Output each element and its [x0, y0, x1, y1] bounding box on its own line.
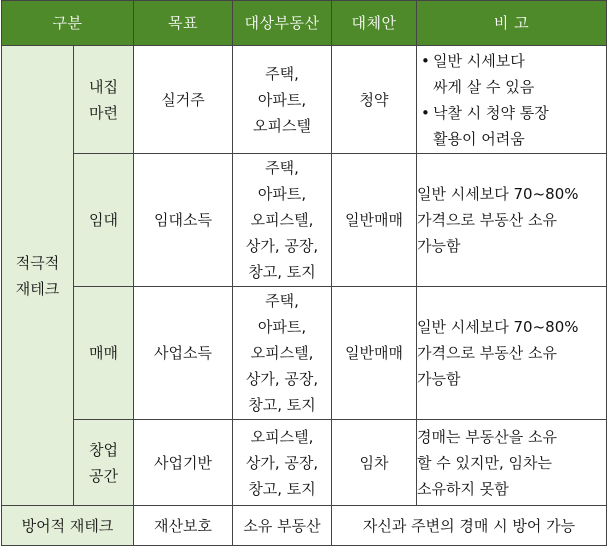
sub-category-line: 내집 — [89, 77, 118, 96]
target-line: 상가, 공장, — [245, 237, 319, 255]
alternative-cell: 임차 — [332, 420, 417, 506]
goal-cell: 재산보호 — [134, 506, 233, 546]
target-line: 창고, 토지 — [248, 396, 316, 414]
sub-category-line: 창업 — [89, 440, 118, 459]
remark-line: 가격으로 부동산 소유 — [417, 344, 557, 362]
remark-line: • 낙찰 시 청약 통장 — [433, 103, 549, 122]
target-line: 주택, — [265, 64, 299, 83]
target-line: 상가, 공장, — [245, 370, 319, 388]
goal-cell: 실거주 — [134, 46, 233, 154]
group-label-line: 재테크 — [15, 279, 60, 298]
alternative-cell: 일반매매 — [332, 154, 417, 287]
goal-cell: 사업소득 — [134, 287, 233, 420]
real-estate-auction-table — [1, 0, 607, 546]
remark-line: 일반 시세보다 70~80% — [417, 318, 579, 336]
target-cell — [233, 46, 332, 154]
remark-cell: 자신과 주변의 경매 시 방어 가능 — [332, 506, 607, 546]
header-target-property: 대상부동산 — [233, 1, 332, 46]
sub-category — [74, 420, 134, 506]
target-line: 아파트, — [257, 318, 307, 336]
remark-cell — [417, 46, 607, 154]
remark-line: 싸게 살 수 있음 — [433, 77, 535, 96]
target-line: 오피스텔, — [250, 427, 314, 446]
target-line: 상가, 공장, — [245, 453, 319, 472]
header-alternative: 대체안 — [332, 1, 417, 46]
goal-cell: 임대소득 — [134, 154, 233, 287]
table-row — [2, 287, 607, 420]
remark-cell — [417, 154, 607, 287]
header-remarks: 비 고 — [417, 1, 607, 46]
remark-line: 일반 시세보다 70~80% — [417, 185, 579, 203]
alternative-cell: 일반매매 — [332, 287, 417, 420]
sub-category — [74, 46, 134, 154]
sub-category-line: 공간 — [89, 466, 118, 485]
sub-category-line: 마련 — [89, 103, 118, 122]
group-label-line: 적극적 — [15, 253, 60, 272]
alternative-cell: 청약 — [332, 46, 417, 154]
header-row — [2, 1, 607, 46]
target-line: 오피스텔 — [253, 116, 311, 135]
target-cell — [233, 287, 332, 420]
target-line: 아파트, — [257, 185, 307, 203]
table-row — [2, 420, 607, 506]
defensive-row — [2, 506, 607, 546]
target-cell — [233, 420, 332, 506]
remark-cell — [417, 420, 607, 506]
sub-category: 매매 — [74, 287, 134, 420]
target-line: 주택, — [265, 292, 299, 310]
remark-list — [417, 48, 606, 152]
remark-bullet — [421, 100, 606, 152]
remark-line: 가격으로 부동산 소유 — [417, 211, 557, 229]
remark-line: 가능함 — [417, 370, 461, 388]
remark-line: • 일반 시세보다 — [433, 51, 525, 70]
header-category: 구분 — [2, 1, 134, 46]
header-goal: 목표 — [134, 1, 233, 46]
remark-line: 소유하지 못함 — [417, 479, 509, 498]
target-line: 아파트, — [257, 90, 307, 109]
remark-bullet — [421, 48, 606, 100]
target-line: 주택, — [265, 159, 299, 177]
target-cell: 소유 부동산 — [233, 506, 332, 546]
remark-line: 경매는 부동산을 소유 — [417, 427, 557, 446]
remark-cell — [417, 287, 607, 420]
goal-cell: 사업기반 — [134, 420, 233, 506]
table-row — [2, 154, 607, 287]
target-line: 창고, 토지 — [248, 479, 316, 498]
target-cell — [233, 154, 332, 287]
target-line: 창고, 토지 — [248, 263, 316, 281]
group-label-active — [2, 46, 74, 506]
target-line: 오피스텔, — [250, 344, 314, 362]
remark-line: 활용이 어려움 — [433, 129, 525, 148]
group-label-defensive: 방어적 재테크 — [2, 506, 134, 546]
target-line: 오피스텔, — [250, 211, 314, 229]
remark-line: 가능함 — [417, 237, 461, 255]
table-row — [2, 46, 607, 154]
sub-category: 임대 — [74, 154, 134, 287]
remark-line: 할 수 있지만, 임차는 — [417, 453, 553, 472]
